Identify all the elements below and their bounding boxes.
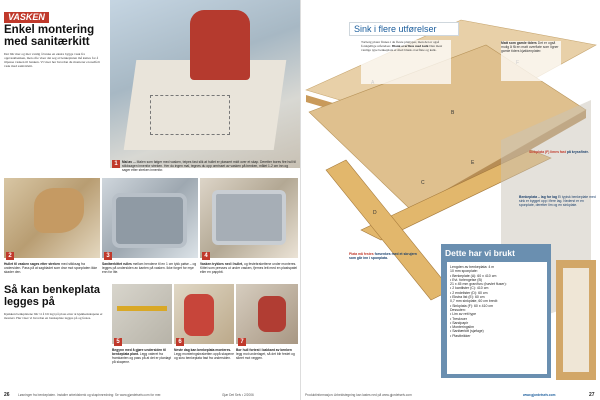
right-page (300, 0, 600, 400)
materials-list-item: • Sandpapir (450, 320, 469, 325)
materials-list-item: • Treskruer (450, 316, 467, 321)
materials-list-item: 21 x 45 mm gran/furu (høvlet fluser): (450, 282, 507, 287)
caption-5 (112, 348, 172, 378)
caption-6-bold: Neste dag kan benkeplata monteres. (174, 348, 232, 352)
photo-saw-cut (4, 178, 100, 258)
caption-3-text: mellom hendene til en 1 cm tykk pølse – og legges på undersiden av kanten på vasken. Ikke forget for mye enn for lite. (102, 262, 197, 274)
materials-list-item: • Sanitærkitt (sjøfuge) (450, 329, 484, 334)
step-number-5: 5 (114, 338, 122, 346)
intro-text: Det blir mer og mer vanlig å bruke en ekstra bygge vask fra oppvaskbenken, men ofte viser det seg at benkeplaten må kuttes for å tilpasse vasken til benken. Vi viser her hvordan du monterer en nedfelt vask med sanitærkitt. (4, 52, 100, 69)
footer-left: Løsninger fra benkeplaten. Installer arbeidsbenk og skapinnredning: Se www.gjørdetselv.com for mer. (18, 393, 162, 397)
diagram-label-d: D (373, 210, 377, 216)
caption-3 (102, 262, 198, 280)
callout-sheet-text: på kryssfinér. (566, 150, 589, 154)
step-number-7: 7 (238, 338, 246, 346)
callout-fasten-title: Plata må festes (349, 252, 374, 256)
step-number-6: 6 (176, 338, 184, 346)
photo-level-check (112, 284, 172, 344)
caption-1 (122, 160, 297, 176)
materials-list-item: Dessuten: (450, 307, 466, 312)
article-title: Enkel montering med sanitærkitt (4, 24, 95, 48)
callout-layers (519, 195, 597, 225)
callout-layers-text: Ei typisk benkeplate med sink er bygget opp i flere lag. Nederst er en sponplate, deretter lim og en sinkplate. (519, 195, 596, 208)
caption-4-bold: Vasken trykkes ned i hullet, (200, 262, 244, 266)
section-kicker: VASKEN (4, 12, 49, 23)
caption-5-bold: Begynn med å gjøre undersiden til benkeplata plant. (112, 348, 167, 356)
finish-2-title: Matt som gamle tiders (501, 41, 537, 45)
diagram-label-c: C (421, 180, 425, 186)
materials-list-item: • Benkeplate (A): 60 x 410 cm (450, 273, 497, 278)
callout-sheet (529, 150, 589, 154)
intro-text-2: Kjøkken benkplatene blir vi å bli lagt på plass etter at kjøkkenskapene er montert. Her viser vi hvordan en benkeplate legges på og festes. (4, 312, 103, 321)
materials-list-item: 10 mm sponplate: (450, 269, 478, 274)
caption-2-text: med stikksag fra undersiden. Pass på at sagbladet som drar mot sponplaten ikke skader den. (4, 262, 98, 274)
hand-shape (34, 188, 84, 233)
materials-panel-title: Dette har vi brukt (445, 248, 515, 258)
person-arm-shape (190, 10, 250, 80)
materials-list-item: • 2 kantlister (C): 410 cm (450, 286, 489, 291)
materials-list-item: • Lim av rett type (450, 312, 477, 317)
step-number-2: 2 (6, 252, 14, 260)
caption-7-text: legg mot underlaget, så det blir festet og sikret mot veggen. (236, 352, 295, 360)
right-intro-text: Torberg plater finnes i de fleste plattyper, men det er også forskjellige utførelser. (361, 40, 440, 49)
caption-2 (4, 262, 100, 280)
finish-1-title: Blank overflate med kalk (391, 44, 429, 49)
footer-right: Produktinformasjon: Arbeidstegning kan lastes ned på www.gjordetselv.com (305, 393, 412, 397)
caption-4-text: og festebrakettene under monteres. Kittet som presses ut under vasken, fjernes lett med en plastspatel eller en pappbit. (200, 262, 298, 274)
person-shape-2 (258, 296, 286, 332)
materials-panel (441, 244, 551, 378)
callout-fasten (349, 252, 417, 282)
page-number-right: 27 (589, 392, 595, 398)
caption-5-text: Legg vateret fra framkanten og pass på at det er planlagt på skapene. (112, 352, 172, 364)
callout-sheet-title: Sinkplata (F) limes fast (529, 150, 566, 154)
materials-list-item: 0,7 mm sinkplate, 60 cm bredt: (450, 299, 498, 304)
caption-6 (174, 348, 234, 378)
diagram-label-e: E (471, 160, 475, 166)
diagram-label-b: B (451, 110, 455, 116)
section-title: Sink i flere utførelser (349, 22, 459, 36)
photo-mount-counter (174, 284, 234, 344)
caption-7-bold: Bor hull fortest i bakkant av benken (236, 348, 292, 352)
photo-drill-back (236, 284, 298, 344)
materials-list-item: Lengden av benkeplata: 4 m (450, 265, 495, 269)
caption-1-text: Malen som følger med vasken, teipes fast slik at hullet er plassert midt over et skap. Deretter bores fire hull til stikksagen innenfor streken. Her du ingen mal, tegnes du opp omrisset av vasken på benken, målet 1-2 cm inn og sager etter streken innenfor. (122, 160, 296, 172)
materials-list-item: • Monteringslim (450, 325, 474, 330)
materials-list-item: • Ekstra list (E): 60 cm (450, 295, 485, 300)
sink-shape (112, 193, 187, 248)
finish-2 (501, 41, 561, 81)
template-outline (150, 95, 230, 135)
finish-1-text: Den mest vanlige type benkeplate er med blank overflate og kalk. (361, 44, 443, 53)
page-number-left: 26 (4, 392, 10, 398)
photo-sink-sealant (102, 178, 198, 258)
caption-1-bold: Mal av ... (122, 160, 136, 164)
step-number-1: 1 (112, 160, 120, 168)
materials-list (447, 262, 547, 374)
callout-fasten-text: forsenkes med et skrujern som går inn i sponplata. (349, 252, 417, 261)
caption-3-bold: Sanitærkittet rulles (102, 262, 132, 266)
caption-6-text: Legg monteringsbraketten oppå skapene og skru benkeplata fast fra undersiden. (174, 352, 234, 360)
section-subtitle: Så kan benkeplata legges på (4, 284, 100, 308)
spirit-level-shape (117, 306, 167, 311)
right-intro (361, 40, 451, 84)
materials-list-item: • Plastbrikker (450, 333, 471, 338)
step-number-3: 3 (104, 252, 112, 260)
photo-sink-installed (200, 178, 298, 258)
person-shape (184, 294, 214, 336)
footer-left-issue: Gjør Det Selv • 2/2006 (222, 393, 254, 397)
materials-list-item: • Sinkplata (F): 60 x 410 cm (450, 303, 494, 308)
finish-2-text: Det er også mulig å få en matt overflate som ligner gamle tiders kjøkkenplater. (501, 41, 559, 54)
step-number-4: 4 (202, 252, 210, 260)
caption-4 (200, 262, 298, 280)
materials-list-item: • Evt. forlengelse (B) (450, 277, 482, 282)
footer-url: www.gjordetselv.com (523, 393, 556, 397)
stud-inner (563, 268, 589, 372)
sink-installed-shape (212, 190, 286, 245)
caption-7 (236, 348, 298, 378)
caption-2-bold: Hullet til vasken sages etter streken (4, 262, 61, 266)
photo-template-on-counter (110, 0, 300, 168)
materials-list-item: • 2 endelister (D): 60 cm (450, 290, 488, 295)
callout-layers-title: Benkeplata – lag for lag (519, 195, 558, 199)
